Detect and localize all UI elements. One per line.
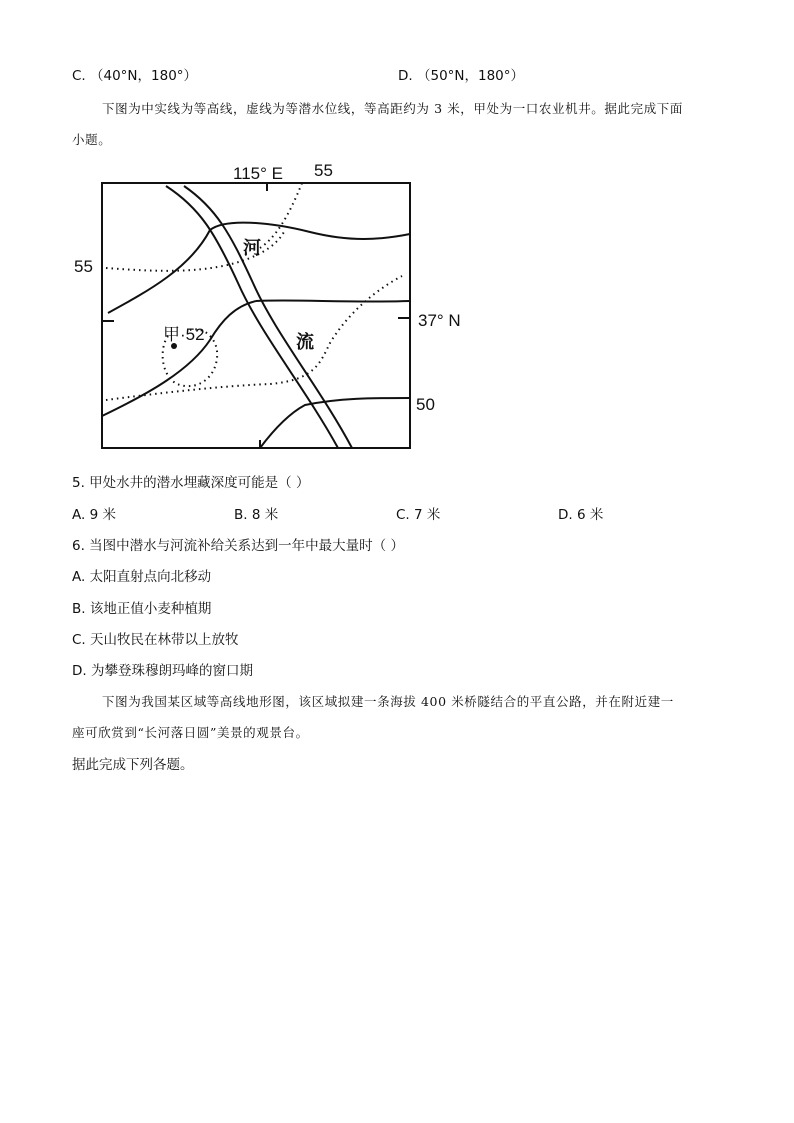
lat-label: 37° N — [418, 311, 461, 330]
river-bank-right — [184, 186, 352, 448]
top-contour-label: 55 — [314, 161, 333, 180]
river-label-he: 河 — [243, 238, 261, 259]
q5-option-d[interactable]: D. 6 米 — [558, 507, 604, 523]
intro-text-2b: 座可欣赏到“长河落日圆”美景的观景台。 — [72, 725, 309, 740]
contour-map-figure — [70, 158, 490, 458]
intro-text-2c: 据此完成下列各题。 — [72, 757, 194, 773]
contour-lower-right — [260, 398, 410, 448]
q6-option-a[interactable]: A. 太阳直射点向北移动 — [72, 569, 212, 585]
option-c-prev: C. （40°N，180°） — [72, 68, 198, 84]
q6-option-b[interactable]: B. 该地正值小麦种植期 — [72, 601, 212, 617]
lon-label: 115° E — [233, 164, 283, 183]
q6-option-c[interactable]: C. 天山牧民在林带以上放牧 — [72, 632, 239, 648]
option-d-prev: D. （50°N，180°） — [398, 68, 525, 84]
intro-text-1b: 小题。 — [72, 132, 112, 147]
q5-option-b[interactable]: B. 8 米 — [234, 507, 279, 523]
watertable-top — [260, 183, 302, 248]
intro-text-1: 下图为中实线为等高线，虚线为等潜水位线，等高距约为 3 米，甲处为一口农业机井。据此完成下面 — [102, 101, 684, 116]
contour-upper — [108, 223, 410, 313]
well-label: 甲·52 — [163, 325, 205, 344]
contour-middle-right — [256, 300, 410, 301]
q5-stem: 5. 甲处水井的潜水埋藏深度可能是（ ） — [72, 475, 310, 491]
left-contour-label: 55 — [74, 257, 93, 276]
intro-text-2: 下图为我国某区域等高线地形图，该区域拟建一条海拔 400 米桥隧结合的平直公路，并在附近建一 — [102, 694, 674, 709]
q5-option-a[interactable]: A. 9 米 — [72, 507, 116, 523]
river-bank-left — [166, 186, 338, 448]
river-label-liu: 流 — [296, 332, 314, 353]
right-contour-label: 50 — [416, 395, 435, 414]
q6-stem: 6. 当图中潜水与河流补给关系达到一年中最大量时（ ） — [72, 538, 404, 554]
q5-option-c[interactable]: C. 7 米 — [396, 507, 441, 523]
contour-lower-left — [102, 301, 256, 416]
contour-map-svg — [70, 158, 490, 458]
q6-option-d[interactable]: D. 为攀登珠穆朗玛峰的窗口期 — [72, 663, 253, 679]
watertable-right — [106, 276, 402, 400]
